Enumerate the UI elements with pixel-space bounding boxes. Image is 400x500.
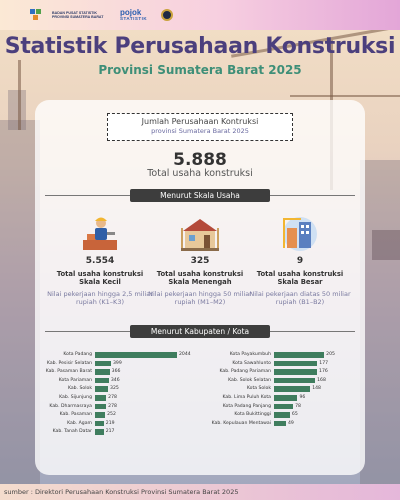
bar-value: 65 bbox=[291, 412, 298, 418]
building-site-icon bbox=[279, 214, 321, 252]
scale-large-desc: Nilai pekerjaan diatas 50 miliar rupiah (B1–B2) bbox=[249, 290, 351, 307]
source-footer: sumber : Direktori Perusahaan Konstruksi Provinsi Sumatera Barat 2025 bbox=[0, 484, 400, 500]
bar bbox=[95, 386, 108, 392]
bar-row bbox=[40, 368, 190, 377]
bar-value: 346 bbox=[110, 377, 120, 383]
bar-row bbox=[208, 351, 358, 360]
bar-label: Kab. Pesisir Selatan bbox=[46, 360, 92, 366]
region-chart-right bbox=[208, 351, 358, 428]
bar bbox=[95, 369, 110, 375]
bar-row bbox=[40, 351, 190, 360]
total-label: Total usaha konstruksi bbox=[147, 168, 253, 179]
page-title: Statistik Perusahaan Konstruksi bbox=[4, 34, 396, 59]
bar-row bbox=[40, 403, 190, 412]
bar-label: Kota Solok bbox=[246, 386, 271, 392]
total-value: 5.888 bbox=[173, 150, 227, 170]
house-construction-icon bbox=[179, 214, 221, 252]
bar-label: Kab. Solok bbox=[67, 386, 92, 392]
page-subtitle: Provinsi Sumatera Barat 2025 bbox=[98, 63, 302, 77]
scale-small bbox=[45, 214, 155, 307]
bar-label: Kab. Sijunjung bbox=[59, 394, 92, 400]
bar-value: 78 bbox=[295, 403, 301, 409]
bar-label: Kab. Kepulauan Mentawai bbox=[211, 420, 271, 426]
bar bbox=[274, 352, 324, 358]
province-emblem-icon bbox=[161, 9, 173, 21]
bar-label: Kab. Solok Selatan bbox=[228, 377, 271, 383]
bar bbox=[95, 352, 177, 358]
bar bbox=[95, 404, 106, 410]
bar-label: Kab. Tanah Datar bbox=[52, 429, 92, 435]
scale-small-desc: Nilai pekerjaan hingga 2,5 miliar rupiah (K1–K3) bbox=[47, 290, 153, 307]
bar bbox=[274, 412, 290, 418]
bar-row bbox=[40, 385, 190, 394]
scale-medium bbox=[145, 214, 255, 307]
worker-bricks-icon bbox=[79, 214, 121, 252]
bar-label: Kab. Agam bbox=[67, 420, 92, 426]
bar-label: Kota Sawahlunto bbox=[232, 360, 271, 366]
scale-medium-line1: Total usaha konstruksi bbox=[156, 270, 244, 278]
bar-label: Kota Payakumbuh bbox=[229, 352, 271, 357]
bar-row bbox=[208, 420, 358, 429]
bar-label: Kab. Padang Pariaman bbox=[219, 369, 271, 375]
scale-small-value: 5.554 bbox=[85, 256, 115, 266]
region-chart-left bbox=[40, 351, 190, 437]
bar-row bbox=[208, 394, 358, 403]
bar-label: Kab. Pasaman Barat bbox=[45, 369, 92, 375]
bar-value: 96 bbox=[299, 394, 306, 400]
scale-medium-value: 325 bbox=[190, 256, 210, 266]
bar bbox=[274, 404, 293, 410]
summary-box-title: Jumlah Perusahaan Kontruksi bbox=[141, 117, 259, 126]
scale-medium-desc: Nilai pekerjaan hingga 50 miliar rupiah (M1–M2) bbox=[148, 290, 252, 307]
bar-value: 2044 bbox=[179, 352, 191, 357]
bar-value: 217 bbox=[105, 429, 115, 435]
bar bbox=[274, 421, 286, 427]
bar-value: 168 bbox=[317, 377, 326, 383]
bps-line1: BADAN PUSAT STATISTIK bbox=[52, 10, 97, 15]
scale-large-line1: Total usaha konstruksi bbox=[256, 270, 344, 278]
bar-row bbox=[208, 368, 358, 377]
scale-large-value: 9 bbox=[296, 256, 304, 266]
scale-large-line2: Skala Besar bbox=[277, 278, 323, 286]
bar bbox=[274, 378, 315, 384]
bar-value: 278 bbox=[108, 403, 117, 409]
header-bar bbox=[0, 0, 400, 30]
bar-row bbox=[40, 377, 190, 386]
bar-row bbox=[208, 385, 358, 394]
bps-line2: PROVINSI SUMATERA BARAT bbox=[52, 15, 104, 19]
bar-label: Kab. Pasaman bbox=[59, 412, 92, 418]
bar bbox=[274, 361, 317, 367]
bar-row bbox=[208, 411, 358, 420]
section-scale-heading: Menurut Skala Usaha bbox=[130, 189, 270, 202]
bar-value: 366 bbox=[111, 369, 121, 375]
bps-logo-icon bbox=[30, 9, 46, 21]
scale-small-line2: Skala Kecil bbox=[79, 278, 121, 286]
bps-name bbox=[52, 11, 110, 20]
pojok-sub: STATISTIK bbox=[120, 15, 148, 21]
bar-row bbox=[208, 360, 358, 369]
bar-value: 252 bbox=[107, 412, 116, 418]
scale-medium-line2: Skala Menengah bbox=[168, 278, 232, 286]
scale-small-line1: Total usaha konstruksi bbox=[56, 270, 144, 278]
scale-large bbox=[245, 214, 355, 307]
bar bbox=[95, 395, 106, 401]
bar-value: 219 bbox=[105, 420, 115, 426]
bar bbox=[95, 429, 104, 435]
bar-row bbox=[40, 420, 190, 429]
bar bbox=[95, 412, 105, 418]
bar bbox=[274, 386, 310, 392]
bar bbox=[274, 369, 317, 375]
bar-value: 177 bbox=[319, 360, 329, 366]
bar bbox=[274, 395, 297, 401]
bar-row bbox=[208, 403, 358, 412]
bar-value: 176 bbox=[319, 369, 328, 375]
bar bbox=[95, 421, 104, 427]
bar-label: Kab. Lima Puluh Kota bbox=[222, 394, 271, 400]
section-region-heading: Menurut Kabupaten / Kota bbox=[130, 325, 270, 338]
bar-row bbox=[40, 360, 190, 369]
pojok-main: pojok bbox=[120, 8, 142, 18]
bar-row bbox=[40, 394, 190, 403]
bar-row bbox=[40, 411, 190, 420]
bar-value: 148 bbox=[312, 386, 321, 392]
summary-box-subtitle: provinsi Sumatera Barat 2025 bbox=[151, 127, 249, 135]
pojok-statistik-logo bbox=[120, 9, 147, 20]
bar-row bbox=[40, 428, 190, 437]
bar-label: Kota Bukittinggi bbox=[234, 412, 271, 418]
bar-value: 205 bbox=[326, 352, 335, 357]
bar-row bbox=[208, 377, 358, 386]
bar bbox=[95, 361, 111, 367]
bar-label: Kab. Dharmasraya bbox=[49, 403, 92, 409]
bar-value: 399 bbox=[113, 360, 122, 366]
bar-value: 278 bbox=[108, 394, 117, 400]
summary-box bbox=[107, 113, 293, 141]
bar-label: Kota Padang bbox=[63, 352, 92, 357]
bar-label: Kota Pariaman bbox=[58, 377, 92, 383]
bar-label: Kota Padang Panjang bbox=[222, 403, 271, 409]
bar-value: 325 bbox=[110, 386, 119, 392]
bar-value: 49 bbox=[287, 420, 294, 426]
bar bbox=[95, 378, 109, 384]
